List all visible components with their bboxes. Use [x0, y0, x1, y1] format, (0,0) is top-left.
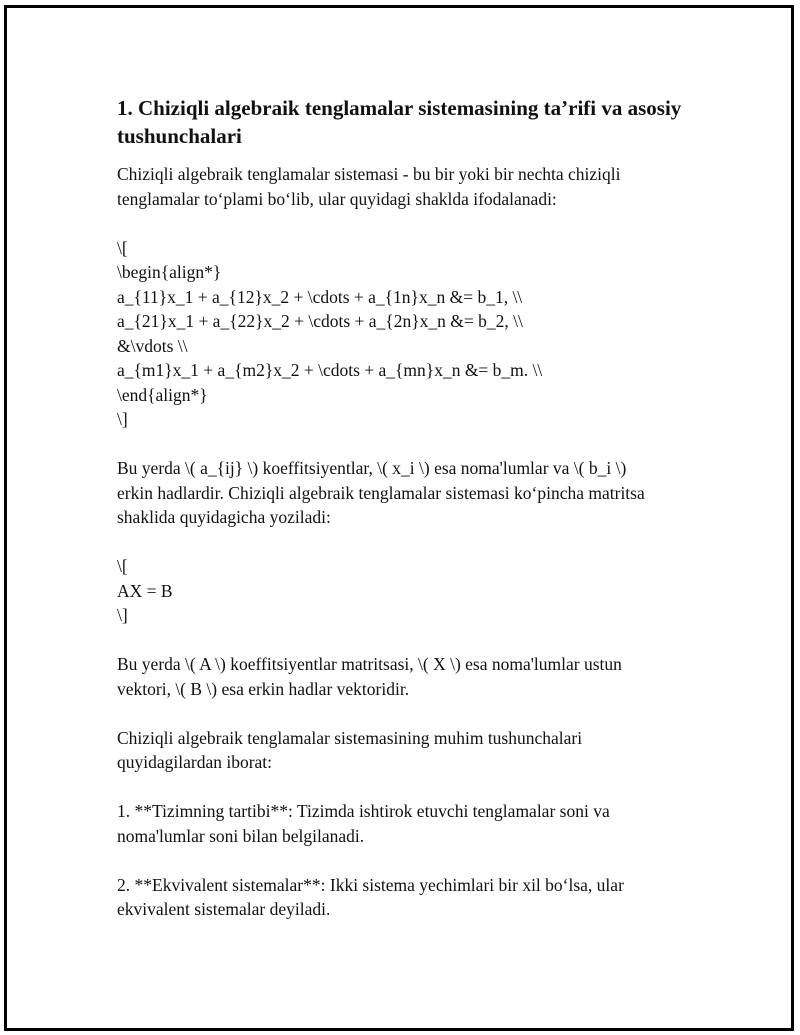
- document-body: [117, 94, 697, 922]
- equation-matrix-form: \[ AX = B \]: [117, 556, 173, 625]
- paragraph-matrix-explanation: Bu yerda \( A \) koeffitsiyentlar matritsasi, \( X \) esa noma'lumlar ustun vektori, \( B \) esa erkin hadlar vektoridir.: [117, 654, 622, 699]
- spacer: [117, 432, 697, 457]
- spacer: [117, 628, 697, 653]
- list-item-equivalent: 2. **Ekvivalent sistemalar**: Ikki sistema yechimlari bir xil bo‘lsa, ular ekvivalent sistemalar deyiladi.: [117, 874, 624, 919]
- paragraph-intro: Chiziqli algebraik tenglamalar sistemasi - bu bir yoki bir nechta chiziqli tenglamalar to‘plami bo‘lib, ular quyidagi shaklda ifodalanadi:: [117, 164, 621, 209]
- section-heading: 1. Chiziqli algebraik tenglamalar sistemasining ta’rifi va asosiy tushunchalari: [117, 96, 682, 148]
- list-item-order: 1. **Tizimning tartibi**: Tizimda ishtirok etuvchi tenglamalar soni va noma'lumlar soni bilan belgilanadi.: [117, 801, 610, 846]
- paragraph-concepts-intro: Chiziqli algebraik tenglamalar sistemasining muhim tushunchalari quyidagilardan iborat:: [117, 727, 583, 772]
- spacer: [117, 211, 697, 236]
- paragraph-coefficients: Bu yerda \( a_{ij} \) koeffitsiyentlar, \( x_i \) esa noma'lumlar va \( b_i \) erkin hadlardir. Chiziqli algebraik tenglamalar sistemasi ko‘pincha matritsa shaklida quyidagicha yoziladi:: [117, 458, 645, 527]
- equation-system: \[ \begin{align*} a_{11}x_1 + a_{12}x_2 + \cdots + a_{1n}x_n &= b_1, \\ a_{21}x_1 + a_{22}x_2 + \cdots + a_{2n}x_n &= b_2, \\ &\vdots \\ a_{m1}x_1 + a_{m2}x_2 + \cdots + a_{mn}x_n &= b_m. \\ \end{align*} \]: [117, 237, 543, 429]
- spacer: [117, 848, 697, 873]
- spacer: [117, 530, 697, 555]
- spacer: [117, 775, 697, 800]
- spacer: [117, 701, 697, 726]
